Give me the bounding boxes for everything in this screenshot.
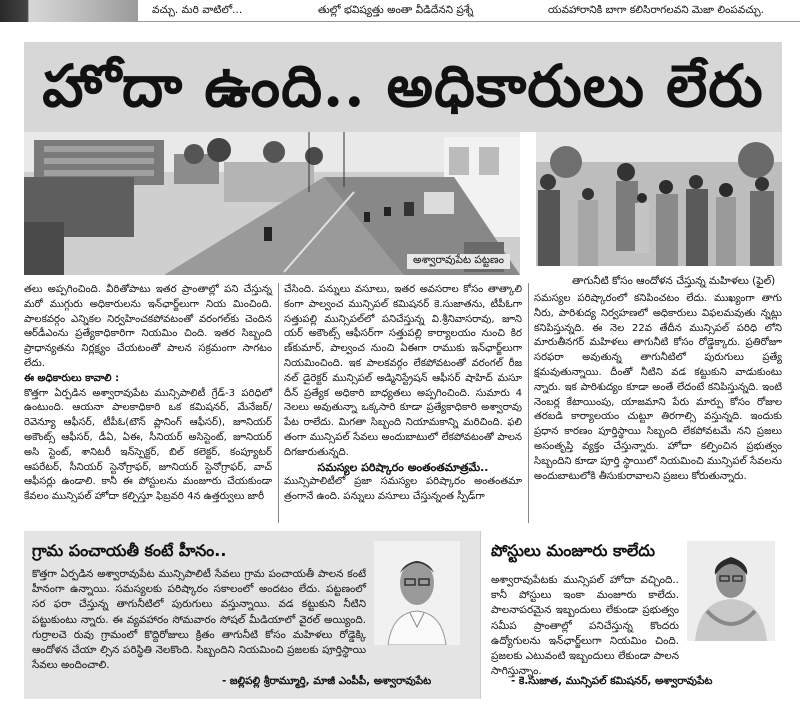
article-column-1 [24,283,272,505]
quote-box-right-signature: - కె.సుజాత, మున్సిపల్‌ కమిషనర్‌, అశ్వారావుపేట [511,675,713,687]
headline-band [24,42,782,132]
col1-paragraph-2: కొత్తగా ఏర్పడిన అశ్వారావుపేట మున్సిపాలిటీ గ్రేడ్‌-3 పరిధిలో ఉంటుంది. ఆయనా పాలకాధికారి ఒక కమిషనర్‌, మేనేజర్‌/రెవెన్యూ ఆఫీసర్‌, టీపీఓ(టౌన్‌ ప్లానింగ్‌ ఆఫీసర్‌), జూనియర్‌ అకౌంట్స్‌ ఆఫీసర్‌, డీఏ, ఏఈ, సీనియర్‌ అసిస్టెంట్‌, జూనియర్‌ అసి స్టెంట్‌, శానిటరీ ఇన్‌స్పెక్టర్‌, బిల్‌ కలెక్టర్‌, కంప్యూటర్‌ ఆపరేటర్‌, సీనియర్‌ స్టెనోగ్రాఫర్‌, జూనియర్‌ స్టెనోగ్రాఫర్‌, వాచ్‌ ఆఫీసర్లు ఉండాలి. కానీ ఈ పోస్టులను మంజూరు చేయకుండా కేవలం మున్సిపల్‌ హోదా కల్పిస్తూ ఫిబ్రవరి 4న ఉత్తర్వులు జారీ [24,387,272,503]
col2-paragraph-1: చేసింది. పన్నులు వసూలు, ఇతర అవసరాల కోసం తాత్కాలి కంగా పాల్వంచ మున్సిపల్‌ కమిషనర్‌ కె.సుజాతను, టీపీఓగా సత్తుపల్లి మున్సిపల్‌లో పనిచేస్తున్న వి.శ్రీనివాసరావు, జూని యర్‌ అకౌంట్స్‌ ఆఫీసర్‌గా సత్తుపల్లి కార్యాలయం నుంచి కిర ణ్‌కుమార్‌, పాల్వంచ నుంచి ఏఈగా రాముకు ఇన్‌ఛార్జ్‌లుగా నియమించింది. ఇక పాలకవర్గం లేకపోవటంతో వరంగల్‌ రీజ నల్‌ డైరెక్టర్‌ మున్సిపల్‌ అడ్మినిస్ట్రేషన్‌ ఆఫీసర్‌ షాహిద్‌ మసూ దీన్‌ ప్రత్యేక అధికారి బాధ్యతలు అప్పగించింది. సుమారు 4 నెలలు అవుతున్నా ఒక్కసారి కూడా ప్రత్యేకాధికారి అశ్వారావు పేట రాలేదు. మిగతా సిబ్బంది నియామకాన్ని మరిచింది. ఫలి తంగా మున్సిపల్‌ సేవలు అందుబాటులో లేకపోవటంతో పాలన దిగజారుతున్నది. [284,284,522,458]
headline: హోదా ఉంది.. అధికారులు లేరు [42,52,764,120]
col1-heading: ఈ అధికారులు కావాలి : [24,372,120,384]
quote-box-right [480,531,782,699]
col3-paragraph-1: సమస్యల పరిష్కారంలో కనిపించటం లేదు. ముఖ్యంగా తాగు నీరు, పారిశుద్య నిర్వహణలో అధికారులు విఫలమవుతు న్నట్లు కనిపిస్తున్నది. ఈ నెల 22వ తేదీన మున్సిపల్‌ పరిధి లోని మారుతీనగర్‌ మహిళలు తాగునీటి కోసం రోడ్డెక్కారు. ప్రతిరోజూ సరఫరా అవుతున్న తాగునీటిలో పురుగులు ప్రత్యే క్షమవుతున్నాయి. దీంతో నీటిని వడ కట్టుకుని వాడుకుంటు న్నారు. ఇక పారిశుద్యం కూడా అంతే లేదంటే కనిపిస్తున్నది. ఇంటి నెంబర్ల కేటాయింపు, యాజమాని పేరు మార్పు కోసం రోజుల తరబడి కార్యాలయం చుట్టూ తిరగాల్సి వస్తున్నది. ఇందుకు ప్రధాన కారణం పూర్తిస్థాయి సిబ్బంది లేకపోవటమే నని ప్రజలు అసంతృప్తి వ్యక్తం చేస్తున్నారు. హోదా కల్పించిన ప్రభుత్వం సిబ్బందిని కూడా పూర్తి స్థాయిలో నియమించి మున్సిపల్‌ సేవలను అందుబాటులోకి తీసుకురావాలని ప్రజలు కోరుతున్నారు. [534,293,782,482]
col2-paragraph-2: మున్సిపాలిటీలో ప్రజా సమస్యల పరిష్కారం అంతంతమా త్రంగానే ఉంది. పన్నులు వసూలు చేస్తున్నంత స్పీడ్‌గా [284,476,522,503]
top-strip [0,0,800,22]
quote-box-right-text: అశ్వారావుపేటకు మున్సిపల్‌ హోదా వచ్చింది.. కానీ పోస్టులు ఇంకా మంజూరు కాలేదు. పాలనాపరమైన ఇబ్బందులు లేకుండా ప్రభుత్వం సమీప ప్రాంతాల్లో పనిచేస్తున్న కొందరు ఉద్యోగులను ఇన్‌ఛార్జ్‌లుగా నియమిం చింది. ప్రజలకు ఎటువంటి ఇబ్బందులు లేకుండా పాలన సాగిస్తున్నాం. [491,574,679,678]
quote-box-left-text: కొత్తగా ఏర్పడిన అశ్వారావుపేట మున్సిపాలిటీ సేవలు గ్రామ పంచాయతీ పాలన కంటే హీనంగా ఉన్నాయి. సమస్యలకు పరిష్కారం సకాలంలో అందటం లేదు. పట్టణంలో సర ఫరా చేస్తున్న తాగునీటిలో పురుగులు వస్తున్నాయి. వడ కట్టుకుని నీటిని పట్టుకుంటు న్నారు. ఈ వ్యవహారం సోమవారం సోషల్‌ మీడియాలో వైరల్‌ అయ్యింది. గుర్రాలచె రువు గ్రామంలో కొద్దిరోజులు క్రితం తాగునీటి కోసం మహిళలు రోడ్డెక్కి ఆందోళన చేయా ల్సిన పరిస్థితి నెలకొంది. సిబ్బందిని నియమించి ప్రజలకు పూర్తిస్థాయి సేవలు అందించాలి. [32,568,366,672]
quote-box-right-title: పోస్టులు మంజూరు కాలేదు [491,541,656,560]
protest-photo [536,132,782,266]
col2-subheading: సమస్యల పరిష్కారం అంతంతమాత్రమే.. [317,460,489,474]
protest-photo-caption: తాగునీటి కోసం ఆందోళన చేస్తున్న మహిళలు (ఫైల్) [572,275,776,287]
top-strip-mid-text: తుల్లో భవిష్యత్తు అంతా వీడిదేనని ప్రశ్నే [318,4,474,16]
top-strip-left-text: వచ్చు. మరి వాటిలో... [152,4,243,16]
quote-box-left [24,531,480,699]
column-divider-1 [278,283,279,523]
sujatha-portrait [687,541,775,641]
quote-box-left-signature: - జల్లిపల్లి శ్రీరామ్మూర్తి, మాజీ ఎంపీపీ, అశ్వారావుపేట [222,675,432,687]
article-column-3 [534,292,782,484]
sriramamurthy-portrait [374,541,460,645]
quote-box-left-title: గ్రామ పంచాయతీ కంటే హీనం.. [32,541,227,560]
top-strip-right-text: యవహారానికి బాగా కలిసిరాగలవని మెజా లింపవచ్చు. [548,4,764,16]
col1-paragraph-1: తలు అప్పగించింది. వీరితోపాటు ఇతర ప్రాంతాల్లో పని చేస్తున్న మరో ముగ్గురు అధికారులను ఇన్‌ఛార్జ్‌లుగా నియ మించింది. పాలకవర్గం ఎన్నికల నిర్వహించకపోవటంతో వరంగల్‌కు చెందిన ఆర్‌డీఎంను ప్రత్యేకాధికారిగా నియమిం చింది. ఇతర సిబ్బంది ప్రాధాన్యతను నిర్లక్ష్యం చేయటంతో పాలన సక్రమంగా సాగటం లేదు. [24,284,272,369]
street-photo-caption: అశ్వారావుపేట పట్టణం [407,254,510,269]
street-photo [24,132,520,275]
column-divider-2 [528,283,529,523]
top-left-photo-fragment [0,0,138,22]
article-column-2 [284,283,522,505]
